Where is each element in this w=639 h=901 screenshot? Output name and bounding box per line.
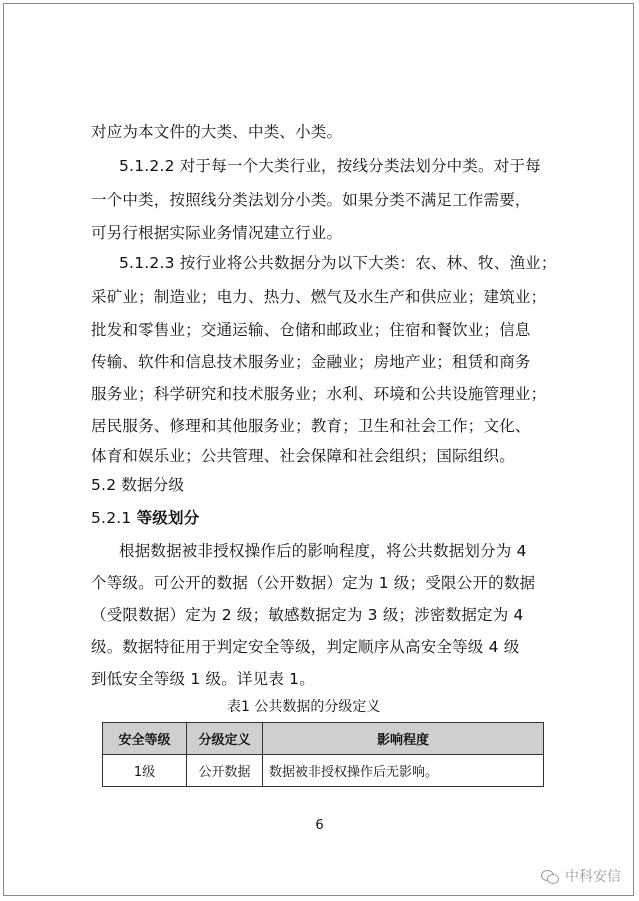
body-line-3: 一个中类，按照线分类法划分小类。如果分类不满足工作需要， bbox=[91, 191, 531, 209]
section-number: 5.2.1 bbox=[91, 509, 132, 527]
body-line-8: 传输、软件和信息技术服务业；金融业；房地产业；租赁和商务 bbox=[91, 353, 531, 371]
grading-table bbox=[102, 722, 544, 787]
cell-impact: 数据被非授权操作后无影响。 bbox=[263, 755, 544, 787]
body-line-9: 服务业；科学研究和技术服务业；水利、环境和公共设施管理业； bbox=[91, 385, 547, 403]
para-line-4: 级。数据特征用于判定安全等级，判定顺序从高安全等级 4 级 bbox=[91, 638, 520, 656]
table-row bbox=[103, 755, 544, 787]
body-line-10: 居民服务、修理和其他服务业；教育；卫生和社会工作；文化、 bbox=[91, 417, 531, 435]
table-header-row bbox=[103, 723, 544, 755]
body-line-7: 批发和零售业；交通运输、仓储和邮政业；住宿和餐饮业；信息 bbox=[91, 321, 531, 339]
header-impact: 影响程度 bbox=[263, 723, 544, 755]
wechat-icon bbox=[541, 868, 559, 884]
watermark-text: 中科安信 bbox=[565, 869, 621, 885]
header-security-level: 安全等级 bbox=[103, 723, 187, 755]
header-definition: 分级定义 bbox=[187, 723, 263, 755]
para-line-2: 个等级。可公开的数据（公开数据）定为 1 级；受限公开的数据 bbox=[91, 574, 536, 592]
para-line-5: 到低安全等级 1 级。详见表 1。 bbox=[91, 670, 315, 688]
para-line-1: 根据数据被非授权操作后的影响程度，将公共数据划分为 4 bbox=[119, 542, 527, 560]
table-caption: 表1 公共数据的分级定义 bbox=[227, 699, 381, 715]
section-heading-5-2: 5.2 数据分级 bbox=[91, 476, 185, 494]
watermark bbox=[541, 866, 621, 886]
section-heading-5-2-1 bbox=[91, 508, 199, 528]
body-line-6: 采矿业；制造业；电力、热力、燃气及水生产和供应业；建筑业； bbox=[91, 288, 547, 306]
para-line-3: （受限数据）定为 2 级；敏感数据定为 3 级；涉密数据定为 4 bbox=[91, 606, 524, 624]
body-line-11: 体育和娱乐业；公共管理、社会保障和社会组织；国际组织。 bbox=[91, 447, 515, 465]
clause-5-1-2-2: 5.1.2.2 对于每一个大类行业，按线分类法划分中类。对于每 bbox=[119, 157, 541, 175]
body-line-1: 对应为本文件的大类、中类、小类。 bbox=[91, 123, 343, 141]
page-number: 6 bbox=[315, 818, 324, 833]
section-title: 等级划分 bbox=[136, 509, 200, 527]
body-line-4: 可另行根据实际业务情况建立行业。 bbox=[91, 224, 343, 242]
cell-level: 1级 bbox=[103, 755, 187, 787]
cell-definition: 公开数据 bbox=[187, 755, 263, 787]
clause-5-1-2-3: 5.1.2.3 按行业将公共数据分为以下大类：农、林、牧、渔业； bbox=[119, 254, 557, 272]
